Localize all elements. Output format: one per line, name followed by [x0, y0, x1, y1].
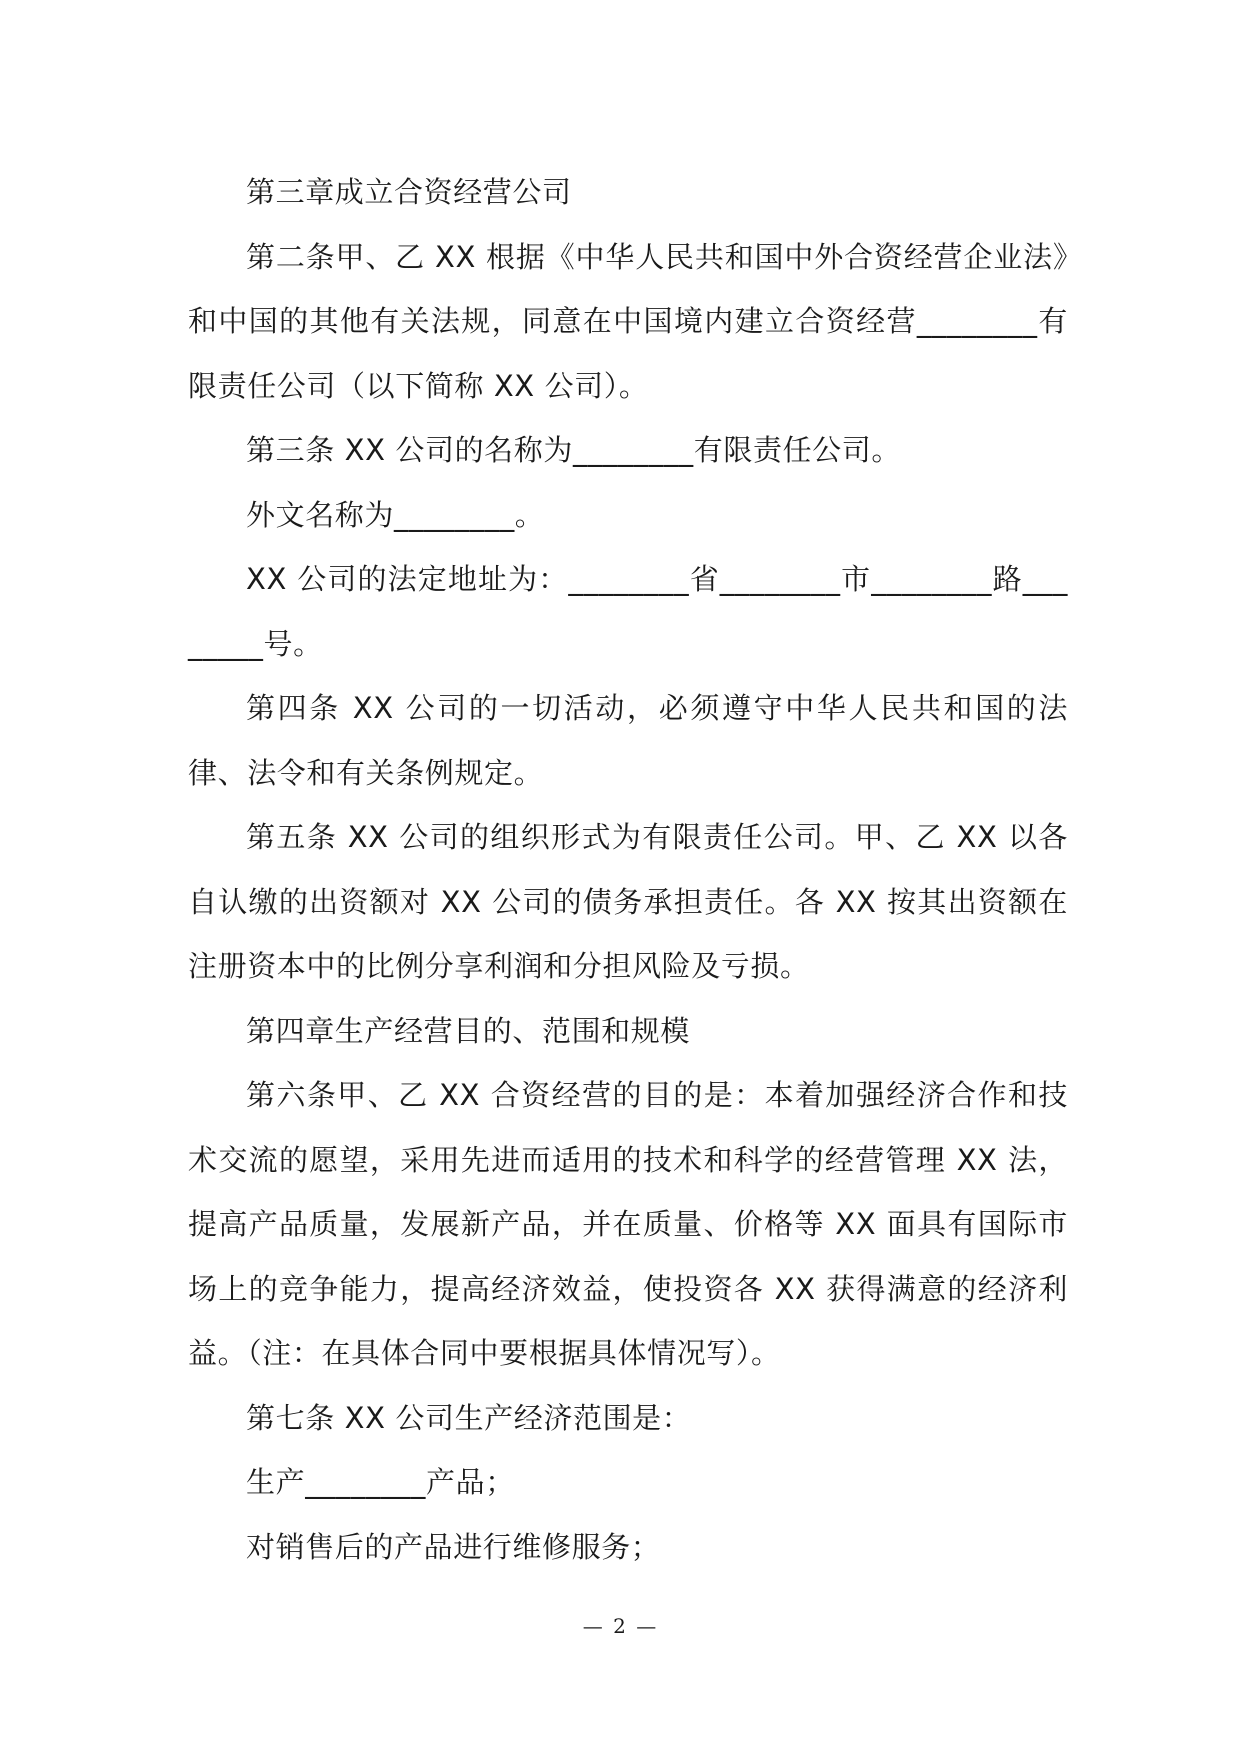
article-paragraph: 生产________产品； [246, 1465, 515, 1499]
article-paragraph: 第二条甲、乙 XX 根据《中华人民共和国中外合资经营企业法》和中国的其他有关法规，同意在中国境内建立合资经营________有限责任公司（以下简称 XX 公司）。 [188, 239, 1068, 403]
chapter-heading: 第四章生产经营目的、范围和规模 [246, 1013, 691, 1048]
article-paragraph: 外文名称为________。 [246, 497, 545, 532]
article-paragraph: 第七条 XX 公司生产经济范围是： [246, 1400, 692, 1435]
article-paragraph: 第五条 XX 公司的组织形式为有限责任公司。甲、乙 XX 以各自认缴的出资额对 XX 公司的债务承担责任。各 XX 按其出资额在注册资本中的比例分享利润和分担风险及亏损。 [188, 820, 1068, 983]
article-paragraph: 对销售后的产品进行维修服务； [246, 1529, 661, 1564]
article-paragraph: 第三条 XX 公司的名称为________有限责任公司。 [246, 433, 901, 467]
article-paragraph: XX 公司的法定地址为：________省________市________路________号。 [188, 562, 1068, 661]
page-number: — 2 — [582, 1614, 659, 1638]
article-paragraph: 第四条 XX 公司的一切活动，必须遵守中华人民共和国的法律、法令和有关条例规定。 [188, 691, 1068, 790]
chapter-heading: 第三章成立合资经营公司 [246, 175, 572, 209]
document-body [188, 160, 1068, 1579]
article-paragraph: 第六条甲、乙 XX 合资经营的目的是：本着加强经济合作和技术交流的愿望，采用先进而适用的技术和科学的经营管理 XX 法，提高产品质量，发展新产品，并在质量、价格等 XX 面具有国际市场上的竞争能力，提高经济效益，使投资各 XX 获得满意的经济利益。（注：在具体合同中要根据具体情况写）。 [188, 1078, 1068, 1370]
